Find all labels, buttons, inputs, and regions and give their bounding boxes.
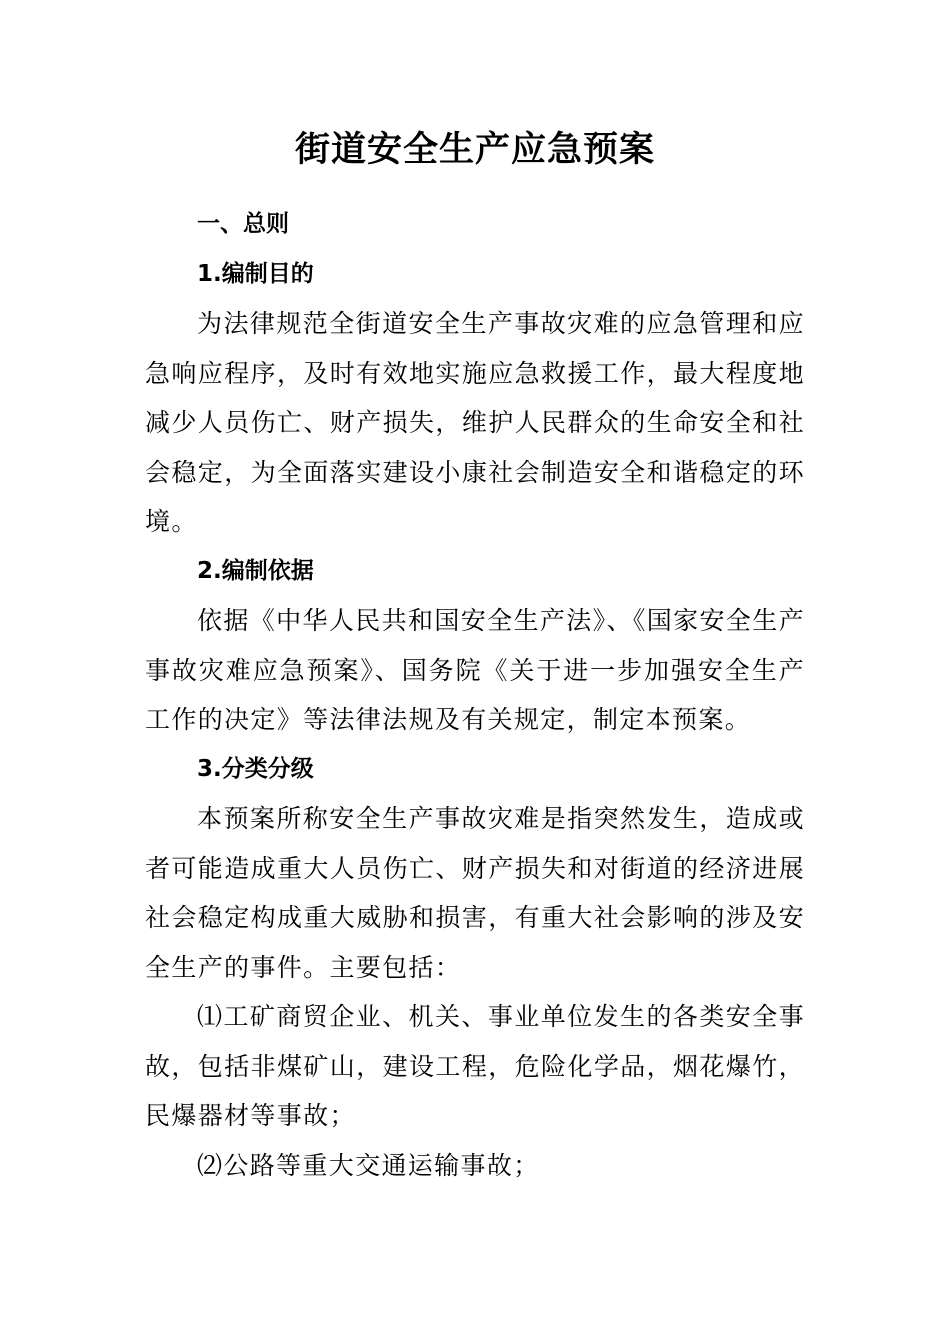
list-item-industrial-accidents: ⑴工矿商贸企业、机关、事业单位发生的各类安全事故，包括非煤矿山，建设工程，危险化学品，烟花爆竹，民爆器材等事故； (145, 1002, 805, 1130)
paragraph-purpose: 为法律规范全街道安全生产事故灾难的应急管理和应急响应程序，及时有效地实施应急救援工作，最大程度地减少人员伤亡、财产损失，维护人民群众的生命安全和社会稳定，为全面落实建设小康社会制造安全和谐稳定的环境。 (145, 309, 805, 536)
document-body (145, 200, 805, 1190)
document-title: 街道安全生产应急预案 (294, 129, 655, 170)
subsection-heading-classification: 3.分类分级 (197, 755, 314, 782)
paragraph-basis: 依据《中华人民共和国安全生产法》、《国家安全生产事故灾难应急预案》、国务院《关于进一步加强安全生产工作的决定》等法律法规及有关规定，制定本预案。 (145, 606, 805, 734)
section-heading-general: 一、总则 (197, 211, 289, 237)
subsection-heading-purpose: 1.编制目的 (197, 260, 314, 287)
paragraph-classification: 本预案所称安全生产事故灾难是指突然发生，造成或者可能造成重大人员伤亡、财产损失和对街道的经济进展社会稳定构成重大威胁和损害，有重大社会影响的涉及安全生产的事件。主要包括： (145, 804, 805, 982)
subsection-heading-basis: 2.编制依据 (197, 557, 314, 584)
list-item-traffic-accidents: ⑵公路等重大交通运输事故； (197, 1150, 540, 1180)
